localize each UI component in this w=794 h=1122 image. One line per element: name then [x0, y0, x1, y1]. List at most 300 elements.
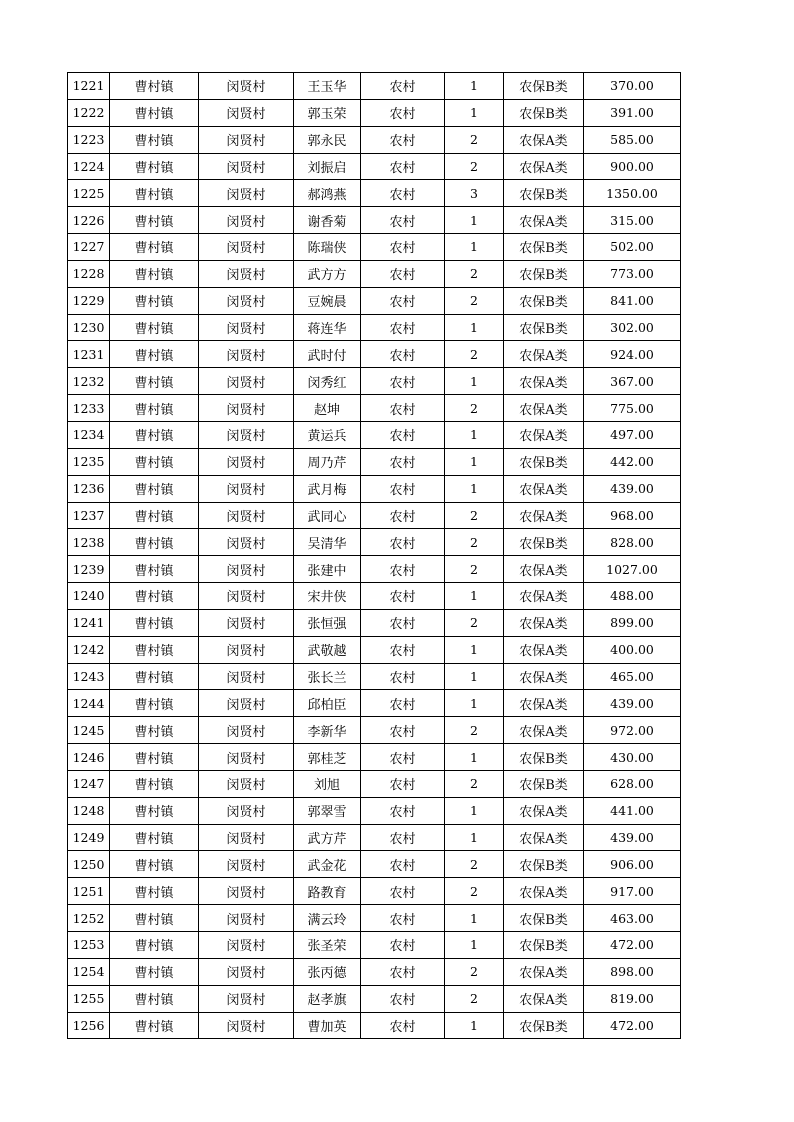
household-count-cell: 2 — [445, 502, 504, 529]
amount-cell: 367.00 — [584, 368, 681, 395]
town-cell: 曹村镇 — [110, 824, 199, 851]
table-row — [68, 878, 681, 905]
table-row — [68, 502, 681, 529]
household-count-cell: 3 — [445, 180, 504, 207]
table-row — [68, 958, 681, 985]
person-name-cell: 吴清华 — [294, 529, 361, 556]
insurance-category-cell: 农保B类 — [504, 851, 584, 878]
village-cell: 闵贤村 — [199, 126, 294, 153]
insurance-category-cell: 农保A类 — [504, 583, 584, 610]
town-cell: 曹村镇 — [110, 126, 199, 153]
amount-cell: 439.00 — [584, 690, 681, 717]
household-count-cell: 1 — [445, 690, 504, 717]
area-type-cell: 农村 — [361, 636, 445, 663]
insurance-category-cell: 农保B类 — [504, 770, 584, 797]
amount-cell: 775.00 — [584, 395, 681, 422]
village-cell: 闵贤村 — [199, 448, 294, 475]
area-type-cell: 农村 — [361, 985, 445, 1012]
town-cell: 曹村镇 — [110, 421, 199, 448]
village-cell: 闵贤村 — [199, 421, 294, 448]
amount-cell: 900.00 — [584, 153, 681, 180]
amount-cell: 819.00 — [584, 985, 681, 1012]
household-count-cell: 1 — [445, 797, 504, 824]
row-number-cell: 1240 — [68, 583, 110, 610]
row-number-cell: 1236 — [68, 475, 110, 502]
town-cell: 曹村镇 — [110, 878, 199, 905]
person-name-cell: 曹加英 — [294, 1012, 361, 1039]
row-number-cell: 1245 — [68, 717, 110, 744]
person-name-cell: 刘旭 — [294, 770, 361, 797]
table-row — [68, 717, 681, 744]
table-row — [68, 636, 681, 663]
household-count-cell: 2 — [445, 609, 504, 636]
village-cell: 闵贤村 — [199, 609, 294, 636]
amount-cell: 924.00 — [584, 341, 681, 368]
town-cell: 曹村镇 — [110, 1012, 199, 1039]
person-name-cell: 赵坤 — [294, 395, 361, 422]
household-count-cell: 1 — [445, 73, 504, 100]
village-cell: 闵贤村 — [199, 770, 294, 797]
insurance-category-cell: 农保B类 — [504, 234, 584, 261]
person-name-cell: 陈瑞侠 — [294, 234, 361, 261]
amount-cell: 585.00 — [584, 126, 681, 153]
insurance-category-cell: 农保A类 — [504, 985, 584, 1012]
row-number-cell: 1247 — [68, 770, 110, 797]
town-cell: 曹村镇 — [110, 851, 199, 878]
area-type-cell: 农村 — [361, 958, 445, 985]
household-count-cell: 1 — [445, 932, 504, 959]
amount-cell: 898.00 — [584, 958, 681, 985]
row-number-cell: 1248 — [68, 797, 110, 824]
table-row — [68, 1012, 681, 1039]
row-number-cell: 1241 — [68, 609, 110, 636]
row-number-cell: 1253 — [68, 932, 110, 959]
table-row — [68, 73, 681, 100]
row-number-cell: 1222 — [68, 99, 110, 126]
area-type-cell: 农村 — [361, 663, 445, 690]
village-cell: 闵贤村 — [199, 905, 294, 932]
household-count-cell: 1 — [445, 368, 504, 395]
household-count-cell: 1 — [445, 824, 504, 851]
household-count-cell: 2 — [445, 126, 504, 153]
area-type-cell: 农村 — [361, 234, 445, 261]
insurance-category-cell: 农保A类 — [504, 207, 584, 234]
row-number-cell: 1221 — [68, 73, 110, 100]
town-cell: 曹村镇 — [110, 287, 199, 314]
beneficiary-table — [67, 72, 681, 1039]
insurance-category-cell: 农保A类 — [504, 502, 584, 529]
area-type-cell: 农村 — [361, 368, 445, 395]
person-name-cell: 武方方 — [294, 260, 361, 287]
amount-cell: 773.00 — [584, 260, 681, 287]
village-cell: 闵贤村 — [199, 932, 294, 959]
household-count-cell: 1 — [445, 905, 504, 932]
insurance-category-cell: 农保B类 — [504, 73, 584, 100]
person-name-cell: 宋井侠 — [294, 583, 361, 610]
area-type-cell: 农村 — [361, 1012, 445, 1039]
village-cell: 闵贤村 — [199, 234, 294, 261]
town-cell: 曹村镇 — [110, 207, 199, 234]
village-cell: 闵贤村 — [199, 744, 294, 771]
amount-cell: 463.00 — [584, 905, 681, 932]
village-cell: 闵贤村 — [199, 287, 294, 314]
amount-cell: 968.00 — [584, 502, 681, 529]
town-cell: 曹村镇 — [110, 314, 199, 341]
town-cell: 曹村镇 — [110, 636, 199, 663]
table-row — [68, 824, 681, 851]
row-number-cell: 1251 — [68, 878, 110, 905]
village-cell: 闵贤村 — [199, 502, 294, 529]
area-type-cell: 农村 — [361, 448, 445, 475]
person-name-cell: 王玉华 — [294, 73, 361, 100]
area-type-cell: 农村 — [361, 99, 445, 126]
area-type-cell: 农村 — [361, 314, 445, 341]
row-number-cell: 1250 — [68, 851, 110, 878]
table-row — [68, 234, 681, 261]
area-type-cell: 农村 — [361, 395, 445, 422]
household-count-cell: 1 — [445, 207, 504, 234]
row-number-cell: 1237 — [68, 502, 110, 529]
household-count-cell: 2 — [445, 556, 504, 583]
household-count-cell: 1 — [445, 421, 504, 448]
village-cell: 闵贤村 — [199, 207, 294, 234]
area-type-cell: 农村 — [361, 824, 445, 851]
village-cell: 闵贤村 — [199, 717, 294, 744]
insurance-category-cell: 农保A类 — [504, 824, 584, 851]
amount-cell: 442.00 — [584, 448, 681, 475]
town-cell: 曹村镇 — [110, 180, 199, 207]
area-type-cell: 农村 — [361, 609, 445, 636]
town-cell: 曹村镇 — [110, 985, 199, 1012]
person-name-cell: 武方芹 — [294, 824, 361, 851]
row-number-cell: 1224 — [68, 153, 110, 180]
household-count-cell: 2 — [445, 395, 504, 422]
area-type-cell: 农村 — [361, 744, 445, 771]
table-row — [68, 556, 681, 583]
village-cell: 闵贤村 — [199, 73, 294, 100]
table-row — [68, 448, 681, 475]
insurance-category-cell: 农保A类 — [504, 958, 584, 985]
row-number-cell: 1255 — [68, 985, 110, 1012]
person-name-cell: 刘振启 — [294, 153, 361, 180]
area-type-cell: 农村 — [361, 180, 445, 207]
person-name-cell: 武月梅 — [294, 475, 361, 502]
village-cell: 闵贤村 — [199, 1012, 294, 1039]
person-name-cell: 满云玲 — [294, 905, 361, 932]
area-type-cell: 农村 — [361, 717, 445, 744]
insurance-category-cell: 农保A类 — [504, 878, 584, 905]
area-type-cell: 农村 — [361, 556, 445, 583]
person-name-cell: 郭翠雪 — [294, 797, 361, 824]
area-type-cell: 农村 — [361, 126, 445, 153]
household-count-cell: 1 — [445, 99, 504, 126]
area-type-cell: 农村 — [361, 153, 445, 180]
table-row — [68, 609, 681, 636]
table-row — [68, 770, 681, 797]
area-type-cell: 农村 — [361, 260, 445, 287]
village-cell: 闵贤村 — [199, 475, 294, 502]
household-count-cell: 2 — [445, 153, 504, 180]
household-count-cell: 2 — [445, 529, 504, 556]
town-cell: 曹村镇 — [110, 341, 199, 368]
area-type-cell: 农村 — [361, 690, 445, 717]
area-type-cell: 农村 — [361, 475, 445, 502]
household-count-cell: 2 — [445, 878, 504, 905]
insurance-category-cell: 农保A类 — [504, 126, 584, 153]
person-name-cell: 武金花 — [294, 851, 361, 878]
town-cell: 曹村镇 — [110, 475, 199, 502]
person-name-cell: 郝鸿燕 — [294, 180, 361, 207]
row-number-cell: 1235 — [68, 448, 110, 475]
town-cell: 曹村镇 — [110, 153, 199, 180]
household-count-cell: 2 — [445, 341, 504, 368]
row-number-cell: 1227 — [68, 234, 110, 261]
insurance-category-cell: 农保B类 — [504, 932, 584, 959]
area-type-cell: 农村 — [361, 73, 445, 100]
row-number-cell: 1226 — [68, 207, 110, 234]
person-name-cell: 张圣荣 — [294, 932, 361, 959]
insurance-category-cell: 农保A类 — [504, 421, 584, 448]
village-cell: 闵贤村 — [199, 583, 294, 610]
person-name-cell: 郭玉荣 — [294, 99, 361, 126]
household-count-cell: 1 — [445, 1012, 504, 1039]
amount-cell: 917.00 — [584, 878, 681, 905]
row-number-cell: 1238 — [68, 529, 110, 556]
table-row — [68, 126, 681, 153]
town-cell: 曹村镇 — [110, 234, 199, 261]
amount-cell: 488.00 — [584, 583, 681, 610]
table-row — [68, 932, 681, 959]
village-cell: 闵贤村 — [199, 663, 294, 690]
area-type-cell: 农村 — [361, 770, 445, 797]
amount-cell: 472.00 — [584, 932, 681, 959]
insurance-category-cell: 农保B类 — [504, 99, 584, 126]
table-row — [68, 314, 681, 341]
table-row — [68, 985, 681, 1012]
person-name-cell: 赵孝旗 — [294, 985, 361, 1012]
town-cell: 曹村镇 — [110, 395, 199, 422]
insurance-category-cell: 农保A类 — [504, 341, 584, 368]
town-cell: 曹村镇 — [110, 717, 199, 744]
town-cell: 曹村镇 — [110, 958, 199, 985]
insurance-category-cell: 农保A类 — [504, 368, 584, 395]
insurance-category-cell: 农保B类 — [504, 529, 584, 556]
row-number-cell: 1223 — [68, 126, 110, 153]
insurance-category-cell: 农保A类 — [504, 556, 584, 583]
village-cell: 闵贤村 — [199, 368, 294, 395]
insurance-category-cell: 农保A类 — [504, 717, 584, 744]
row-number-cell: 1252 — [68, 905, 110, 932]
table-row — [68, 744, 681, 771]
table-row — [68, 529, 681, 556]
person-name-cell: 武敬越 — [294, 636, 361, 663]
insurance-category-cell: 农保B类 — [504, 287, 584, 314]
area-type-cell: 农村 — [361, 287, 445, 314]
household-count-cell: 1 — [445, 314, 504, 341]
village-cell: 闵贤村 — [199, 797, 294, 824]
village-cell: 闵贤村 — [199, 690, 294, 717]
village-cell: 闵贤村 — [199, 153, 294, 180]
table-row — [68, 368, 681, 395]
area-type-cell: 农村 — [361, 529, 445, 556]
amount-cell: 302.00 — [584, 314, 681, 341]
person-name-cell: 邱柏臣 — [294, 690, 361, 717]
person-name-cell: 李新华 — [294, 717, 361, 744]
row-number-cell: 1244 — [68, 690, 110, 717]
table-row — [68, 180, 681, 207]
village-cell: 闵贤村 — [199, 260, 294, 287]
town-cell: 曹村镇 — [110, 932, 199, 959]
village-cell: 闵贤村 — [199, 529, 294, 556]
village-cell: 闵贤村 — [199, 341, 294, 368]
row-number-cell: 1243 — [68, 663, 110, 690]
person-name-cell: 闵秀红 — [294, 368, 361, 395]
table-row — [68, 287, 681, 314]
village-cell: 闵贤村 — [199, 824, 294, 851]
amount-cell: 430.00 — [584, 744, 681, 771]
household-count-cell: 2 — [445, 958, 504, 985]
village-cell: 闵贤村 — [199, 851, 294, 878]
person-name-cell: 谢香菊 — [294, 207, 361, 234]
household-count-cell: 1 — [445, 475, 504, 502]
area-type-cell: 农村 — [361, 341, 445, 368]
table-row — [68, 690, 681, 717]
insurance-category-cell: 农保B类 — [504, 314, 584, 341]
amount-cell: 1027.00 — [584, 556, 681, 583]
town-cell: 曹村镇 — [110, 770, 199, 797]
household-count-cell: 1 — [445, 636, 504, 663]
person-name-cell: 周乃芹 — [294, 448, 361, 475]
area-type-cell: 农村 — [361, 878, 445, 905]
insurance-category-cell: 农保A类 — [504, 153, 584, 180]
row-number-cell: 1229 — [68, 287, 110, 314]
town-cell: 曹村镇 — [110, 583, 199, 610]
insurance-category-cell: 农保B类 — [504, 448, 584, 475]
amount-cell: 906.00 — [584, 851, 681, 878]
row-number-cell: 1256 — [68, 1012, 110, 1039]
village-cell: 闵贤村 — [199, 99, 294, 126]
row-number-cell: 1225 — [68, 180, 110, 207]
household-count-cell: 1 — [445, 583, 504, 610]
person-name-cell: 张恒强 — [294, 609, 361, 636]
village-cell: 闵贤村 — [199, 958, 294, 985]
household-count-cell: 1 — [445, 744, 504, 771]
row-number-cell: 1239 — [68, 556, 110, 583]
amount-cell: 628.00 — [584, 770, 681, 797]
table-row — [68, 851, 681, 878]
town-cell: 曹村镇 — [110, 663, 199, 690]
town-cell: 曹村镇 — [110, 556, 199, 583]
area-type-cell: 农村 — [361, 207, 445, 234]
table-row — [68, 583, 681, 610]
insurance-category-cell: 农保A类 — [504, 663, 584, 690]
village-cell: 闵贤村 — [199, 180, 294, 207]
insurance-category-cell: 农保B类 — [504, 180, 584, 207]
household-count-cell: 2 — [445, 717, 504, 744]
village-cell: 闵贤村 — [199, 878, 294, 905]
amount-cell: 899.00 — [584, 609, 681, 636]
table-row — [68, 153, 681, 180]
insurance-category-cell: 农保B类 — [504, 905, 584, 932]
household-count-cell: 2 — [445, 287, 504, 314]
insurance-category-cell: 农保A类 — [504, 636, 584, 663]
insurance-category-cell: 农保B类 — [504, 260, 584, 287]
town-cell: 曹村镇 — [110, 99, 199, 126]
row-number-cell: 1233 — [68, 395, 110, 422]
table-body — [68, 73, 681, 1039]
village-cell: 闵贤村 — [199, 314, 294, 341]
amount-cell: 1350.00 — [584, 180, 681, 207]
row-number-cell: 1234 — [68, 421, 110, 448]
person-name-cell: 郭桂芝 — [294, 744, 361, 771]
household-count-cell: 1 — [445, 663, 504, 690]
amount-cell: 441.00 — [584, 797, 681, 824]
row-number-cell: 1242 — [68, 636, 110, 663]
person-name-cell: 张丙德 — [294, 958, 361, 985]
row-number-cell: 1231 — [68, 341, 110, 368]
amount-cell: 972.00 — [584, 717, 681, 744]
household-count-cell: 2 — [445, 770, 504, 797]
town-cell: 曹村镇 — [110, 448, 199, 475]
amount-cell: 828.00 — [584, 529, 681, 556]
amount-cell: 502.00 — [584, 234, 681, 261]
insurance-category-cell: 农保A类 — [504, 690, 584, 717]
town-cell: 曹村镇 — [110, 529, 199, 556]
table-row — [68, 99, 681, 126]
area-type-cell: 农村 — [361, 932, 445, 959]
insurance-category-cell: 农保B类 — [504, 1012, 584, 1039]
area-type-cell: 农村 — [361, 905, 445, 932]
household-count-cell: 1 — [445, 448, 504, 475]
amount-cell: 400.00 — [584, 636, 681, 663]
village-cell: 闵贤村 — [199, 395, 294, 422]
person-name-cell: 武时付 — [294, 341, 361, 368]
amount-cell: 315.00 — [584, 207, 681, 234]
row-number-cell: 1249 — [68, 824, 110, 851]
row-number-cell: 1246 — [68, 744, 110, 771]
table-row — [68, 207, 681, 234]
amount-cell: 497.00 — [584, 421, 681, 448]
person-name-cell: 张建中 — [294, 556, 361, 583]
village-cell: 闵贤村 — [199, 636, 294, 663]
person-name-cell: 路教育 — [294, 878, 361, 905]
amount-cell: 439.00 — [584, 824, 681, 851]
area-type-cell: 农村 — [361, 502, 445, 529]
insurance-category-cell: 农保A类 — [504, 797, 584, 824]
town-cell: 曹村镇 — [110, 73, 199, 100]
town-cell: 曹村镇 — [110, 502, 199, 529]
insurance-category-cell: 农保A类 — [504, 475, 584, 502]
table-row — [68, 395, 681, 422]
household-count-cell: 2 — [445, 851, 504, 878]
amount-cell: 465.00 — [584, 663, 681, 690]
village-cell: 闵贤村 — [199, 556, 294, 583]
table-row — [68, 797, 681, 824]
town-cell: 曹村镇 — [110, 368, 199, 395]
town-cell: 曹村镇 — [110, 905, 199, 932]
row-number-cell: 1230 — [68, 314, 110, 341]
amount-cell: 439.00 — [584, 475, 681, 502]
town-cell: 曹村镇 — [110, 609, 199, 636]
table-row — [68, 260, 681, 287]
area-type-cell: 农村 — [361, 583, 445, 610]
row-number-cell: 1228 — [68, 260, 110, 287]
village-cell: 闵贤村 — [199, 985, 294, 1012]
insurance-category-cell: 农保A类 — [504, 609, 584, 636]
household-count-cell: 1 — [445, 234, 504, 261]
table-row — [68, 341, 681, 368]
person-name-cell: 豆婉晨 — [294, 287, 361, 314]
